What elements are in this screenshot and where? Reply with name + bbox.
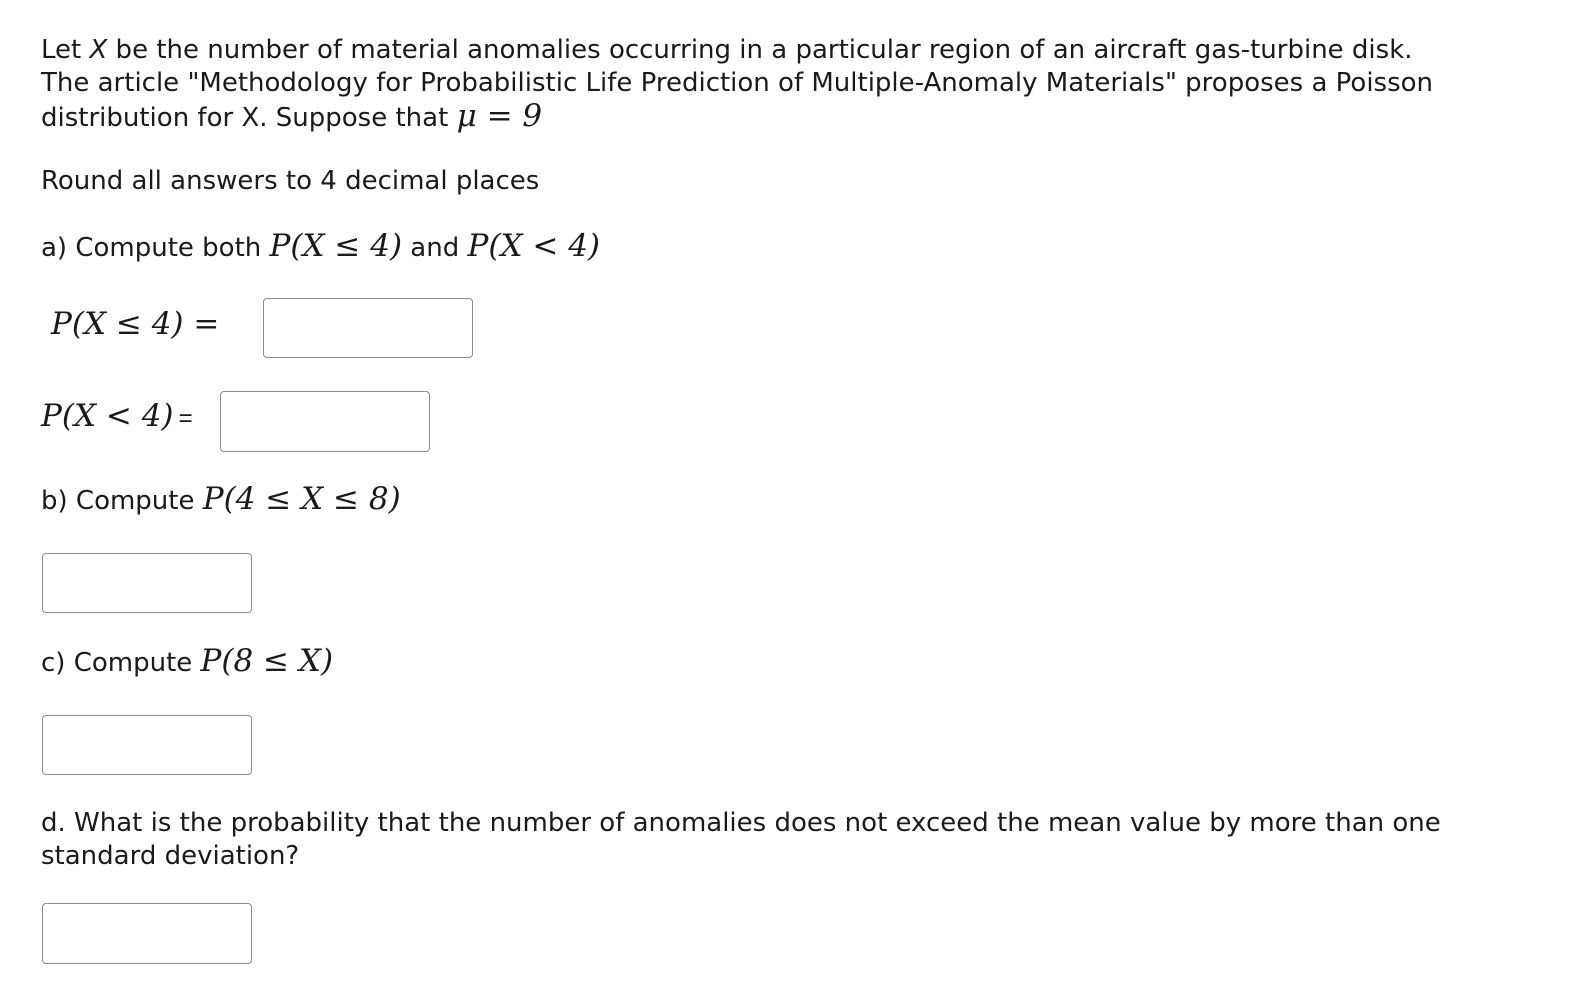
part-a-row1-label: P(X ≤ 4) =	[51, 306, 220, 342]
part-a-expr-lt: P(X < 4)	[467, 228, 601, 264]
answer-part-d[interactable]	[42, 903, 252, 964]
part-d-line-2: standard deviation?	[41, 841, 300, 871]
intro-line-1: Let X be the number of material anomalies occurring in a particular region of an aircraft gas-turbine disk.	[41, 35, 1413, 65]
part-a-row2-label: P(X < 4) =	[41, 398, 193, 434]
answer-part-c[interactable]	[42, 715, 252, 775]
intro-line-3: distribution for X. Suppose that μ = 9	[41, 98, 543, 134]
mu-equation: μ = 9	[456, 98, 543, 134]
rounding-note: Round all answers to 4 decimal places	[41, 166, 540, 196]
part-d-line-1: d. What is the probability that the number of anomalies does not exceed the mean value by more than one	[41, 808, 1441, 838]
intro-line-2: The article "Methodology for Probabilistic Life Prediction of Multiple-Anomaly Materials" proposes a Poisson	[41, 68, 1434, 98]
variable-x: X	[89, 35, 108, 65]
answer-part-b[interactable]	[42, 553, 252, 613]
part-a-prompt: a) Compute both P(X ≤ 4) and P(X < 4)	[41, 228, 601, 264]
part-c-expr: P(8 ≤ X)	[200, 643, 334, 679]
answer-p-x-le-4[interactable]	[263, 298, 473, 358]
part-a-expr-le: P(X ≤ 4)	[269, 228, 403, 264]
part-b-prompt: b) Compute P(4 ≤ X ≤ 8)	[41, 481, 401, 517]
part-c-prompt: c) Compute P(8 ≤ X)	[41, 643, 334, 679]
part-b-expr: P(4 ≤ X ≤ 8)	[202, 481, 401, 517]
answer-p-x-lt-4[interactable]	[220, 391, 430, 452]
